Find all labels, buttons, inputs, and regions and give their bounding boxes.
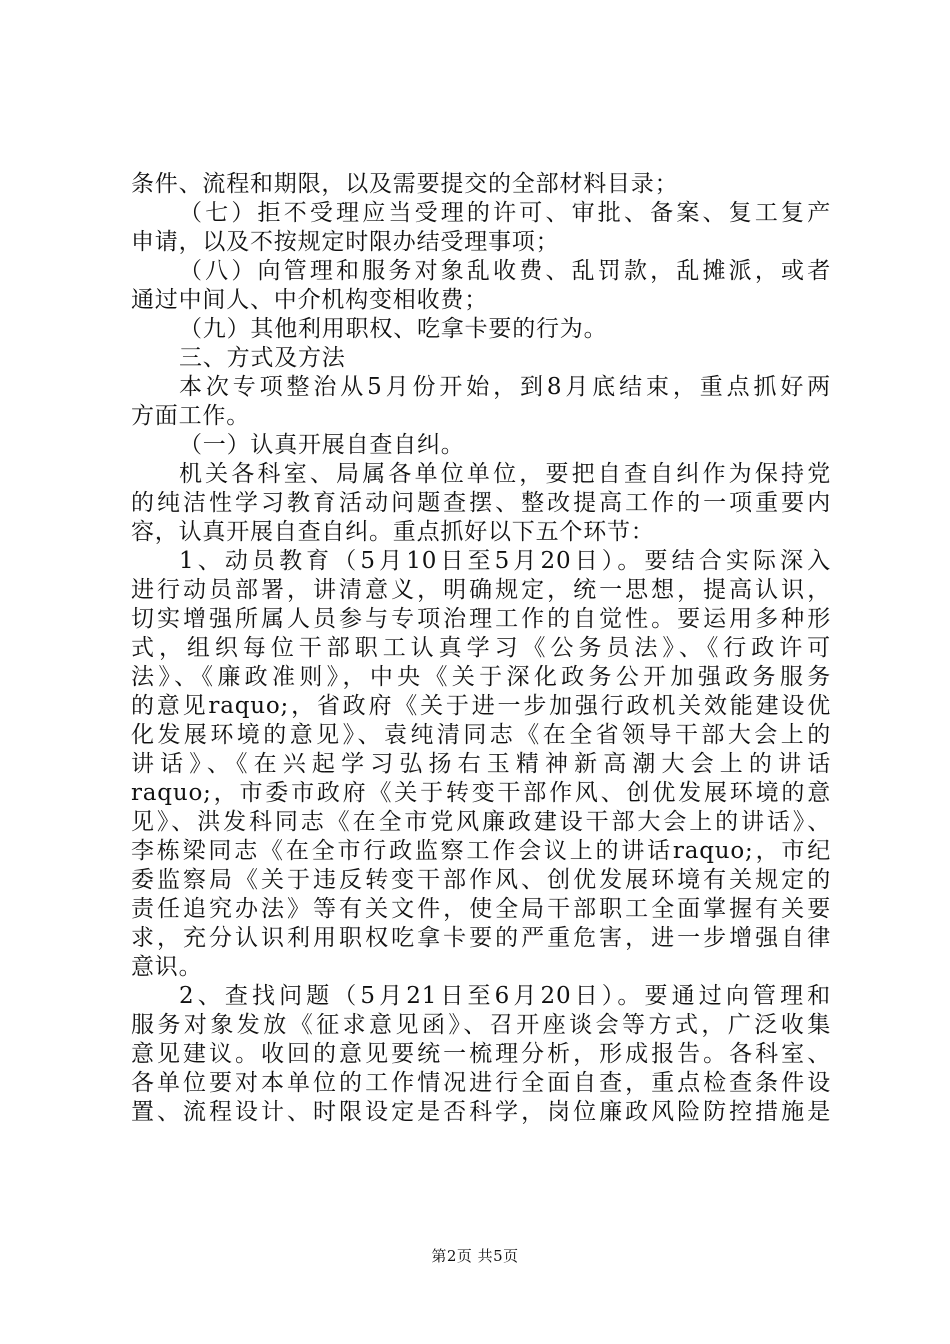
section-heading: 三、方式及方法 — [179, 345, 346, 371]
text-line: 置、流程设计、时限设定是否科学，岗位廉政风险防控措施是 — [131, 1099, 831, 1125]
text-line: 意识。 — [131, 954, 203, 980]
text-line: 机关各科室、局属各单位单位，要把自查自纠作为保持党 — [179, 461, 831, 487]
text-line: （九）其他利用职权、吃拿卡要的行为。 — [179, 316, 608, 342]
text-line: 责任追究办法》等有关文件，使全局干部职工全面掌握有关要 — [131, 896, 831, 922]
text-line: 委监察局《关于违反转变干部作风、创优发展环境有关规定的 — [131, 867, 831, 893]
text-line: 意见建议。收回的意见要统一梳理分析，形成报告。各科室、 — [131, 1041, 831, 1067]
text-line: 讲话》、《在兴起学习弘扬右玉精神新高潮大会上的讲话 — [131, 751, 831, 777]
text-line: 式，组织每位干部职工认真学习《公务员法》、《行政许可 — [131, 635, 831, 661]
text-line: 方面工作。 — [131, 403, 250, 429]
text-line: 通过中间人、中介机构变相收费； — [131, 287, 488, 313]
text-line: 的纯洁性学习教育活动问题查摆、整改提高工作的一项重要内 — [131, 490, 831, 516]
text-line: 的意见raquo;，省政府《关于进一步加强行政机关效能建设优 — [131, 693, 831, 719]
text-line: 各单位要对本单位的工作情况进行全面自查，重点检查条件设 — [131, 1070, 831, 1096]
text-line: 化发展环境的意见》、袁纯清同志《在全省领导干部大会上的 — [131, 722, 831, 748]
text-line: 法》、《廉政准则》，中央《关于深化政务公开加强政务服务 — [131, 664, 831, 690]
page-footer: 第2页 共5页 — [431, 1247, 519, 1265]
text-line: 李栋梁同志《在全市行政监察工作会议上的讲话raquo;，市纪 — [131, 838, 831, 864]
text-line: 2、查找问题（5月21日至6月20日）。要通过向管理和 — [179, 983, 831, 1009]
text-line: 条件、流程和期限，以及需要提交的全部材料目录； — [131, 171, 679, 197]
text-line: 容，认真开展自查自纠。重点抓好以下五个环节： — [131, 519, 655, 545]
text-line: 本次专项整治从5月份开始，到8月底结束，重点抓好两 — [179, 374, 831, 400]
text-line: 1、动员教育（5月10日至5月20日）。要结合实际深入 — [179, 548, 831, 574]
document-body — [131, 170, 831, 1127]
text-line: 求，充分认识利用职权吃拿卡要的严重危害，进一步增强自律 — [131, 925, 831, 951]
text-line: （八）向管理和服务对象乱收费、乱罚款，乱摊派，或者 — [179, 258, 831, 284]
text-line: （七）拒不受理应当受理的许可、审批、备案、复工复产 — [179, 200, 831, 226]
text-line: 申请，以及不按规定时限办结受理事项； — [131, 229, 560, 255]
text-line: raquo;，市委市政府《关于转变干部作风、创优发展环境的意 — [131, 780, 831, 806]
text-line: 见》、洪发科同志《在全市党风廉政建设干部大会上的讲话》、 — [131, 809, 831, 835]
text-line: 切实增强所属人员参与专项治理工作的自觉性。要运用多种形 — [131, 606, 831, 632]
subsection-heading: （一）认真开展自查自纠。 — [179, 432, 465, 458]
text-line: 进行动员部署，讲清意义，明确规定，统一思想，提高认识， — [131, 577, 831, 603]
text-line: 服务对象发放《征求意见函》、召开座谈会等方式，广泛收集 — [131, 1012, 831, 1038]
